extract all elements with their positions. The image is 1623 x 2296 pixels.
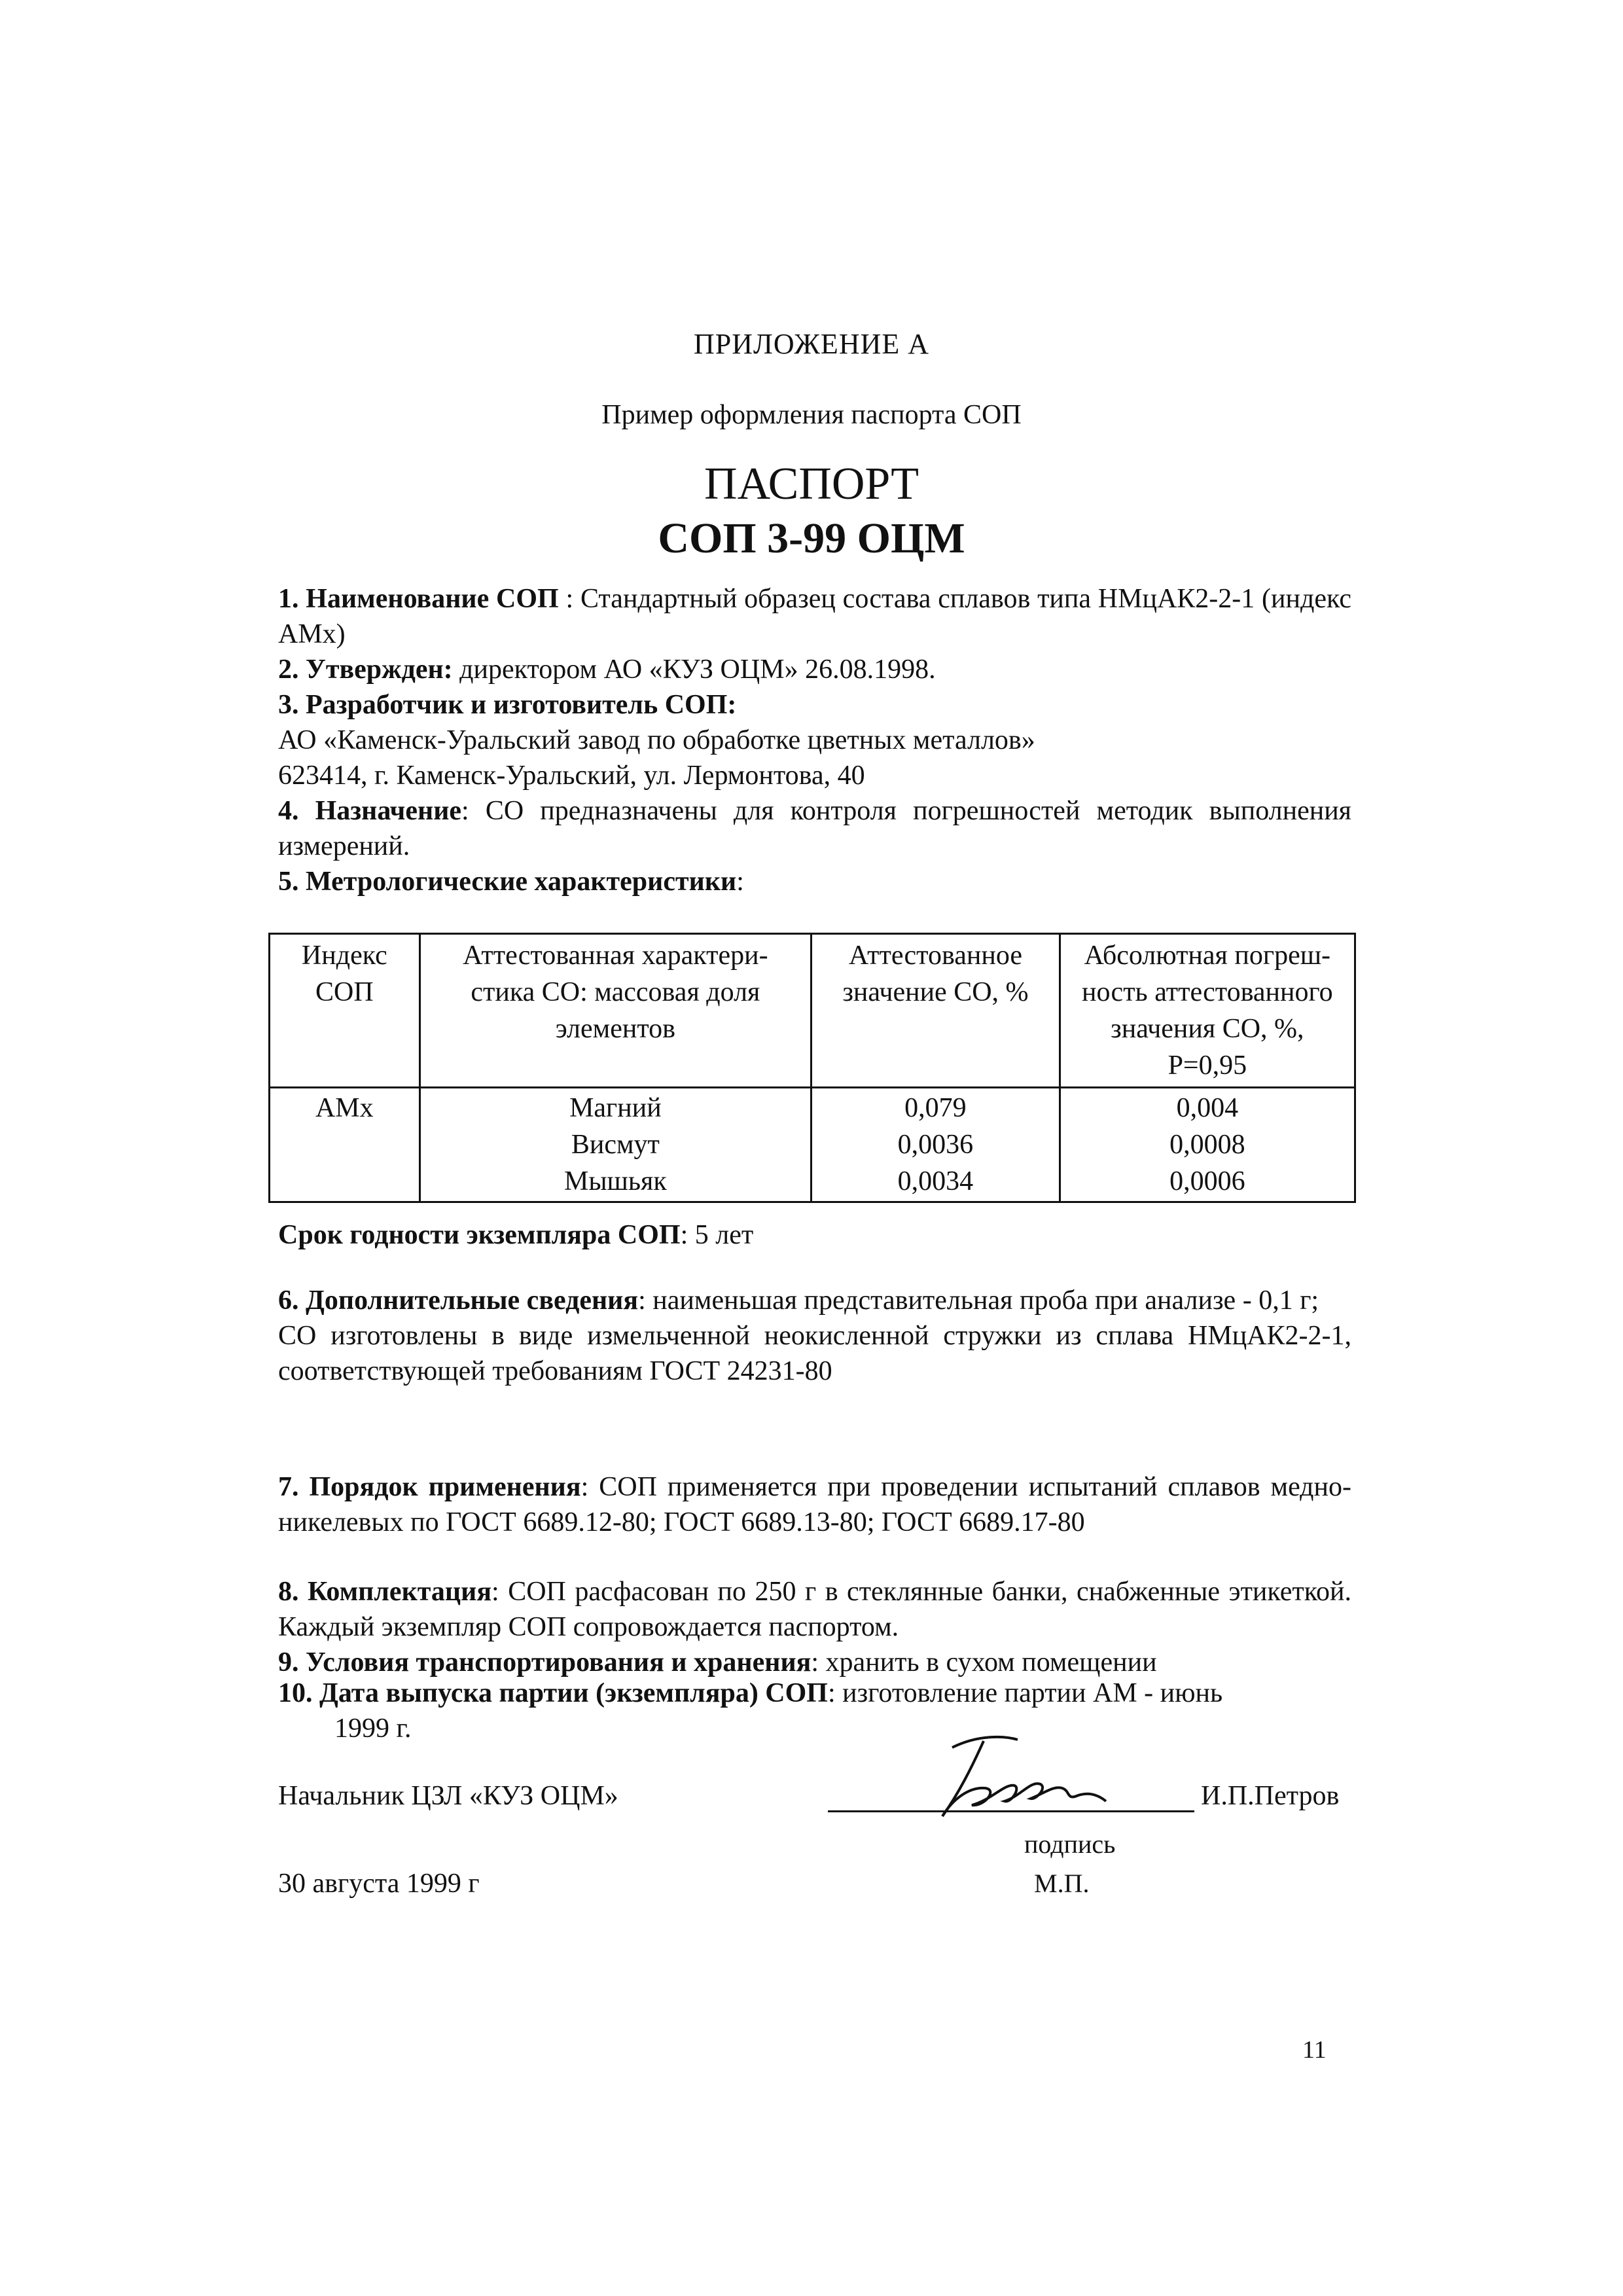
- appendix-title: ПРИЛОЖЕНИЕ А: [693, 328, 930, 360]
- item-7-number: 7.: [278, 1472, 299, 1502]
- cell-value: 0,0034: [897, 1166, 974, 1196]
- cell-index: АМх: [270, 1088, 420, 1202]
- items-block-8-9: [278, 1574, 1351, 1680]
- item-7-text: СОП применяется при проведении испытаний сплавов медно-никелевых по ГОСТ 6689.12-80; ГОСТ 6689.13-80; ГОСТ 6689.17-80: [278, 1472, 1352, 1537]
- item-3: [278, 687, 1351, 723]
- shelf-life-colon: :: [680, 1220, 688, 1250]
- item-2-label: Утвержден:: [306, 655, 453, 685]
- header-index: [270, 934, 420, 1088]
- signer-position: Начальник ЦЗЛ «КУЗ ОЦМ»: [278, 1781, 618, 1811]
- table-header-row: [270, 934, 1355, 1088]
- header-value: [812, 934, 1060, 1088]
- item-6-label: Дополнительные сведения: [306, 1285, 639, 1316]
- item-10: [278, 1676, 1351, 1746]
- item-4-text: СО предназначены для контроля погрешностей методик выполнения измерений.: [278, 796, 1352, 861]
- item-1-number: 1.: [278, 584, 299, 614]
- signer-name: И.П.Петров: [1201, 1781, 1340, 1811]
- item-1-label: Наименование СОП: [306, 584, 559, 614]
- item-5-colon: :: [736, 867, 744, 897]
- item-8-label: Комплектация: [308, 1577, 492, 1607]
- item-8-number: 8.: [278, 1577, 299, 1607]
- header-characteristic-line-3: элементов: [555, 1014, 675, 1044]
- item-4-colon: :: [461, 796, 469, 826]
- header-error: [1060, 934, 1355, 1088]
- signature-caption: подпись: [1024, 1829, 1116, 1859]
- shelf-life-text: 5 лет: [688, 1220, 754, 1250]
- cell-error: 0,0006: [1169, 1166, 1245, 1196]
- header-value-line-2: значение СО, %: [842, 977, 1029, 1007]
- items-block-1-5: [278, 581, 1351, 899]
- item-3-label: Разработчик и изготовитель СОП: [306, 690, 728, 720]
- item-10-colon: :: [827, 1678, 836, 1708]
- page-number: 11: [1302, 2036, 1327, 2064]
- item-1: [278, 581, 1351, 652]
- header-value-line-1: Аттестованное: [848, 941, 1022, 971]
- header-error-line-2: ность аттестованного: [1082, 977, 1333, 1007]
- item-3-number: 3.: [278, 690, 299, 720]
- cell-value: 0,0036: [897, 1130, 974, 1160]
- item-3-line-1: АО «Каменск-Уральский завод по обработке цветных металлов»: [278, 725, 1035, 755]
- header-characteristic-line-1: Аттестованная характери-: [463, 941, 768, 971]
- item-8: [278, 1574, 1351, 1645]
- header-index-line-2: СОП: [315, 977, 374, 1007]
- item-5: [278, 864, 1351, 899]
- handwritten-signature: [906, 1728, 1116, 1826]
- item-1-text: Стандартный образец состава сплавов типа НМцАК2-2-1 (индекс АМх): [278, 584, 1352, 649]
- item-9-text: хранить в сухом помещении: [819, 1647, 1157, 1677]
- item-5-label: Метрологические характеристики: [306, 867, 737, 897]
- passport-code: СОП 3-99 ОЦМ: [658, 514, 965, 562]
- item-2-text: директором АО «КУЗ ОЦМ» 26.08.1998.: [452, 655, 936, 685]
- header-error-line-3: значения СО, %,: [1111, 1014, 1304, 1044]
- item-8-colon: :: [491, 1577, 499, 1607]
- item-9-label: Условия транспортирования и хранения: [306, 1647, 812, 1677]
- item-1-separator: :: [558, 584, 580, 614]
- item-6-colon: :: [638, 1285, 646, 1316]
- cell-error: 0,004: [1176, 1093, 1239, 1123]
- item-2-number: 2.: [278, 655, 299, 685]
- item-4-number: 4.: [278, 796, 299, 826]
- cell-element: Мышьяк: [563, 1166, 667, 1196]
- item-7: [278, 1469, 1351, 1540]
- item-6-number: 6.: [278, 1285, 299, 1316]
- item-3-colon: :: [727, 690, 737, 720]
- item-9-colon: :: [811, 1647, 819, 1677]
- item-5-number: 5.: [278, 867, 299, 897]
- cell-values: [812, 1088, 1060, 1202]
- cell-errors: [1060, 1088, 1355, 1202]
- table-row: [270, 1088, 1355, 1202]
- item-10-number: 10.: [278, 1678, 313, 1708]
- header-error-line-4: Р=0,95: [1168, 1050, 1247, 1081]
- item-7-colon: :: [580, 1472, 589, 1502]
- item-10-text: изготовление партии АМ - июнь: [835, 1678, 1223, 1708]
- stamp-place: М.П.: [1034, 1869, 1090, 1898]
- header-error-line-1: Абсолютная погреш-: [1084, 941, 1331, 971]
- cell-value: 0,079: [904, 1093, 967, 1123]
- item-10-year: 1999 г.: [334, 1713, 412, 1744]
- item-6-text-1: наименьшая представительная проба при анализе - 0,1 г;: [645, 1285, 1319, 1316]
- cell-element: Магний: [569, 1093, 662, 1123]
- passport-title: ПАСПОРТ: [704, 459, 919, 509]
- shelf-life: [278, 1217, 1351, 1253]
- item-9: [278, 1645, 1351, 1680]
- item-2: [278, 652, 1351, 687]
- item-4-label: Назначение: [315, 796, 462, 826]
- appendix-subtitle: Пример оформления паспорта СОП: [601, 400, 1022, 430]
- metrology-table: [268, 933, 1356, 1203]
- item-4: [278, 793, 1351, 864]
- item-8-text: СОП расфасован по 250 г в стеклянные банки, снабженные этикеткой. Каждый экземпляр СОП сопровождается паспортом.: [278, 1577, 1351, 1642]
- item-7-label: Порядок применения: [309, 1472, 581, 1502]
- signature-date: 30 августа 1999 г: [278, 1869, 480, 1899]
- shelf-life-label: Срок годности экземпляра СОП: [278, 1220, 681, 1250]
- cell-element: Висмут: [571, 1130, 660, 1160]
- header-characteristic-line-2: стика СО: массовая доля: [471, 977, 760, 1007]
- header-characteristic: [419, 934, 812, 1088]
- cell-elements: [419, 1088, 812, 1202]
- header-index-line-1: Индекс: [301, 941, 387, 971]
- signature-block: [278, 1780, 1351, 1924]
- cell-error: 0,0008: [1169, 1130, 1245, 1160]
- item-10-label: Дата выпуска партии (экземпляра) СОП: [319, 1678, 828, 1708]
- item-6-text-2: СО изготовлены в виде измельченной неокисленной стружки из сплава НМцАК2-2-1, соответствующей требованиям ГОСТ 24231-80: [278, 1321, 1351, 1386]
- item-9-number: 9.: [278, 1647, 299, 1677]
- item-6: [278, 1283, 1351, 1389]
- item-3-line-2: 623414, г. Каменск-Уральский, ул. Лермонтова, 40: [278, 761, 865, 791]
